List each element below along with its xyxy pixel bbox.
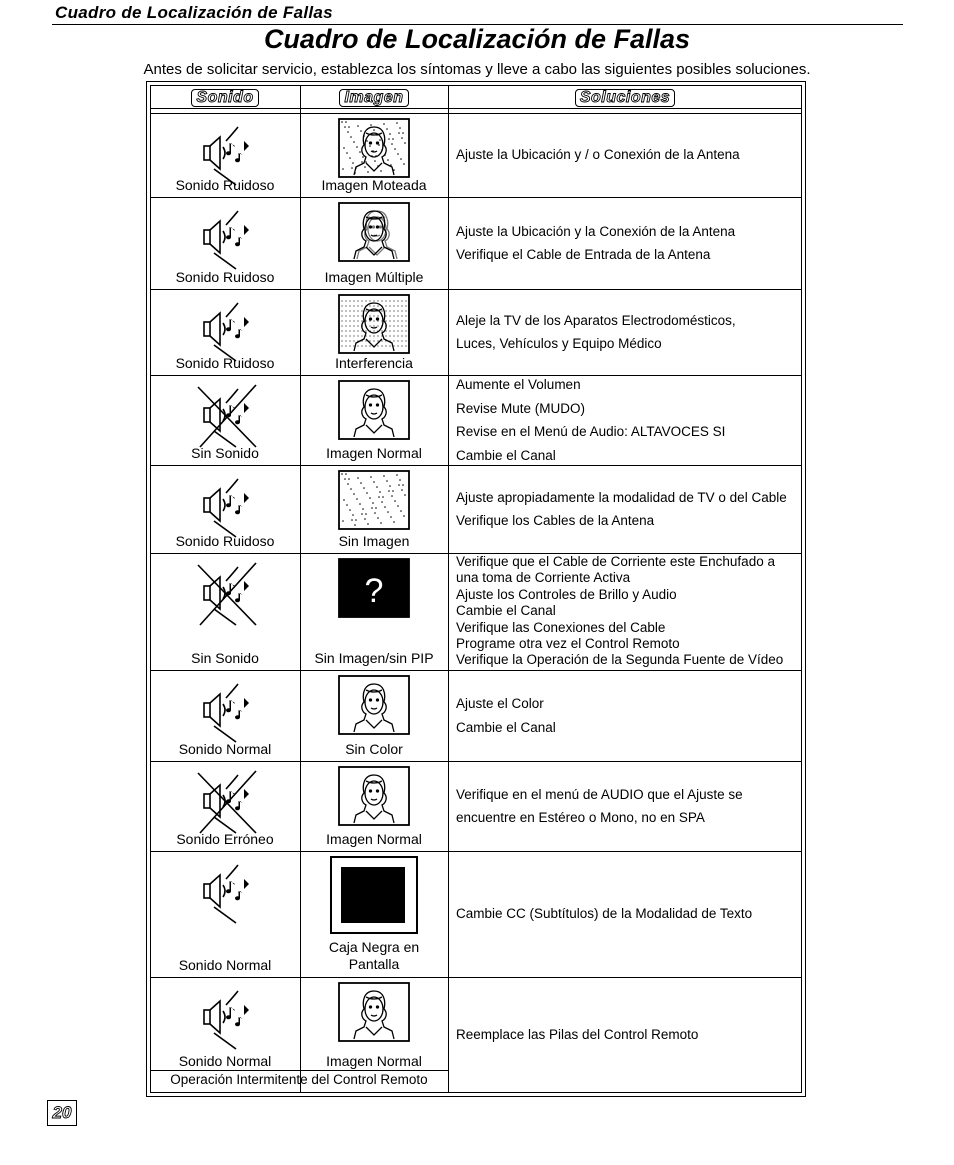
- page-number: 20: [47, 1100, 77, 1126]
- image-icon-cell: [337, 469, 411, 538]
- image-icon-cell: [337, 765, 411, 834]
- image-label: Sin Imagen/sin PIP: [314, 650, 434, 666]
- image-icon-cell: [337, 293, 411, 362]
- speaker-muted-icon: [192, 559, 262, 629]
- sound-label: Sonido Ruidoso: [175, 269, 275, 285]
- header-rule-top: [150, 108, 802, 109]
- tv-question-icon: [337, 557, 411, 621]
- speaker-muted-icon: [192, 767, 262, 837]
- solution-item: Ajuste el Color: [456, 696, 544, 711]
- tv-dotted-face-icon: [337, 117, 411, 181]
- tv-normal-face-icon: [337, 674, 411, 738]
- solutions-cell: [456, 902, 798, 926]
- solution-item: Verifique en el menú de AUDIO que el Ajuste se: [456, 786, 743, 802]
- solutions-cell: [456, 554, 798, 669]
- solutions-cell: [456, 486, 798, 533]
- tv-normal-face-icon: [337, 765, 411, 829]
- solution-item: encuentre en Estéreo o Mono, no en SPA: [456, 810, 705, 825]
- solution-item: Verifique la Operación de la Segunda Fuente de Vídeo: [456, 652, 784, 668]
- column-divider: [448, 85, 449, 1093]
- tv-normal-face-icon: [337, 981, 411, 1045]
- image-label: Imagen Moteada: [321, 177, 427, 193]
- column-header-sound: Sonido: [150, 88, 300, 108]
- image-label: Interferencia: [335, 355, 413, 371]
- solutions-cell: [456, 220, 798, 267]
- speaker-noise-icon: [192, 983, 262, 1053]
- row-divider: [150, 670, 802, 671]
- sound-label: Sonido Erróneo: [176, 831, 274, 847]
- image-icon-cell: [337, 674, 411, 743]
- column-header-solutions: Soluciones: [448, 88, 802, 108]
- solution-item: Cambie CC (Subtítulos) de la Modalidad de Texto: [456, 906, 753, 922]
- tv-snow-icon: [337, 469, 411, 533]
- tv-black-box-icon: [329, 855, 419, 937]
- sound-icon-cell: [192, 983, 262, 1058]
- speaker-noise-icon: [192, 676, 262, 746]
- image-icon-cell: [337, 117, 411, 186]
- solution-item: Verifique que el Cable de Corriente este Enchufado a una toma de Corriente Activa: [456, 554, 775, 586]
- solutions-cell: [456, 783, 798, 830]
- solution-item: Ajuste apropiadamente la modalidad de TV o del Cable: [456, 489, 787, 505]
- solution-item: Verifique los Cables de la Antena: [456, 513, 655, 528]
- solution-item: Aleje la TV de los Aparatos Electrodomésticos,: [456, 312, 736, 328]
- sound-label: Sin Sonido: [191, 650, 259, 666]
- image-label: Imagen Normal: [326, 831, 422, 847]
- section-title: Cuadro de Localización de Fallas: [55, 3, 333, 22]
- footnote: Operación Intermitente del Control Remoto: [170, 1072, 428, 1087]
- solution-item: Revise Mute (MUDO): [456, 400, 586, 416]
- speaker-noise-icon: [192, 857, 262, 927]
- sound-label: Sonido Ruidoso: [175, 355, 275, 371]
- solution-item: Programe otra vez el Control Remoto: [456, 636, 680, 652]
- sound-label: Sonido Normal: [178, 1053, 272, 1069]
- intro-text: Antes de solicitar servicio, establezca los síntomas y lleve a cabo las siguientes posibles soluciones.: [143, 61, 811, 78]
- row-divider: [150, 761, 802, 762]
- sound-icon-cell: [192, 676, 262, 751]
- image-icon-cell: [337, 981, 411, 1050]
- column-header-image: Imagen: [300, 88, 448, 108]
- image-label: Caja Negra en Pantalla: [328, 939, 420, 972]
- image-icon-cell: [329, 855, 419, 942]
- solution-item: Cambie el Canal: [456, 603, 556, 619]
- row-divider: [150, 977, 802, 978]
- sound-icon-cell: [192, 203, 262, 278]
- solution-item: Reemplace las Pilas del Control Remoto: [456, 1027, 699, 1043]
- image-icon-cell: [337, 201, 411, 270]
- solution-item: Revise en el Menú de Audio: ALTAVOCES SI: [456, 424, 726, 439]
- page-title: Cuadro de Localización de Fallas: [263, 24, 691, 54]
- solution-item: Aumente el Volumen: [456, 377, 581, 392]
- solution-item: Verifique las Conexiones del Cable: [456, 619, 666, 635]
- sound-label: Sonido Normal: [178, 741, 272, 757]
- tv-ghost-face-icon: [337, 201, 411, 265]
- image-label: Imagen Múltiple: [324, 269, 424, 285]
- sound-icon-cell: [192, 857, 262, 932]
- sound-icon-cell: [192, 559, 262, 634]
- image-label: Imagen Normal: [326, 1053, 422, 1069]
- image-label: Sin Color: [345, 741, 403, 757]
- sound-label: Sonido Ruidoso: [175, 177, 275, 193]
- tv-interference-face-icon: [337, 293, 411, 357]
- solution-item: Ajuste la Ubicación y la Conexión de la Antena: [456, 223, 736, 239]
- solutions-cell: [456, 143, 798, 167]
- solution-item: Ajuste los Controles de Brillo y Audio: [456, 586, 677, 602]
- row-divider: [150, 851, 802, 852]
- speaker-noise-icon: [192, 203, 262, 273]
- header-rule-bottom: [150, 113, 802, 114]
- row-divider: [150, 289, 802, 290]
- solution-item: Ajuste la Ubicación y / o Conexión de la Antena: [456, 147, 740, 163]
- image-label: Sin Imagen: [338, 533, 410, 549]
- solutions-cell: [456, 692, 798, 739]
- sound-label: Sonido Ruidoso: [175, 533, 275, 549]
- solution-item: Luces, Vehículos y Equipo Médico: [456, 336, 662, 351]
- solutions-cell: [456, 309, 798, 356]
- solutions-cell: [456, 373, 798, 467]
- tv-normal-face-icon: [337, 379, 411, 443]
- solutions-cell: [456, 1023, 798, 1047]
- sound-label: Sin Sonido: [191, 445, 259, 461]
- solution-item: Verifique el Cable de Entrada de la Antena: [456, 247, 711, 262]
- solution-item: Cambie el Canal: [456, 719, 556, 735]
- sound-label: Sonido Normal: [178, 957, 272, 973]
- image-icon-cell: [337, 557, 411, 626]
- row-divider: [150, 197, 802, 198]
- image-icon-cell: [337, 379, 411, 448]
- speaker-noise-icon: [192, 471, 262, 541]
- svg-text:?: ?: [364, 572, 384, 610]
- image-label: Imagen Normal: [326, 445, 422, 461]
- solution-item: Cambie el Canal: [456, 447, 556, 463]
- speaker-muted-icon: [192, 381, 262, 451]
